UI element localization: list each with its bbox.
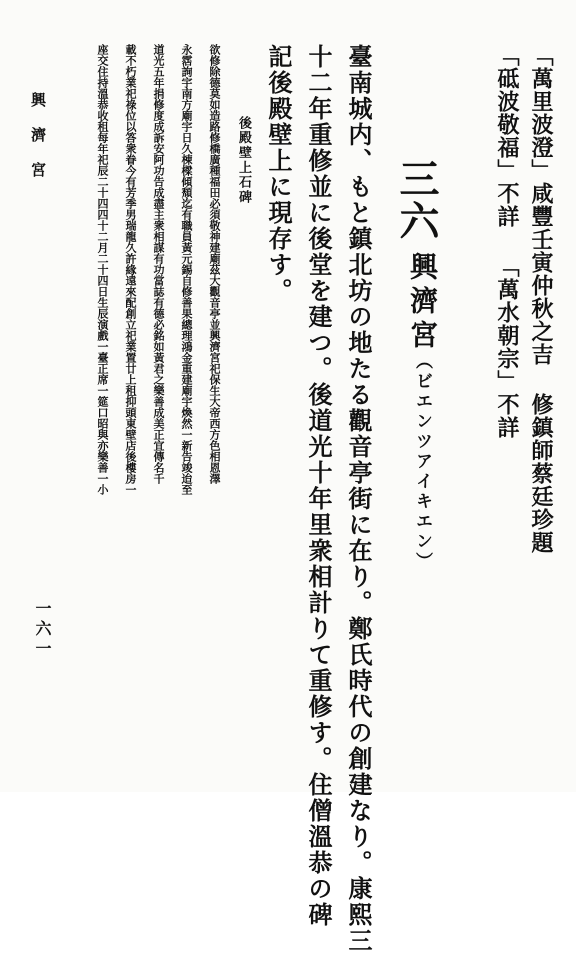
inscription-line-1: 欲修除德莫如造路修橋廣種福田必須敬神建廟茲大觀音亭並興濟宮祀保生大帝西方色相恩澤 <box>208 44 221 484</box>
running-head: 興濟宮 <box>29 92 47 197</box>
inscription-line-3: 道光五年捐修度成訴安阿功告成盡主衆相謀有功當誌有德必銘如黃君之樂善成美正宜傳名千 <box>152 44 165 484</box>
quote-line-2: 「砥波敬福」不詳 「萬水朝宗」不詳 <box>494 44 520 439</box>
body-line-3: 記後殿壁上に現存す。 <box>264 44 293 304</box>
inscription-title: 後殿壁上石碑 <box>236 116 251 205</box>
section-reading: （ビエンツアイキエン） <box>412 352 432 572</box>
body-line-1: 臺南城内、もと鎮北坊の地たる觀音亭街に在り。鄭氏時代の創建なり。康熙三 <box>344 44 373 954</box>
inscription-line-4: 載不朽業祀祿位以答衆眷今有芳季男瑞龍久許緣遠來配創立祀業置廿上租抑頭東壁店後樓房一 <box>124 44 137 495</box>
section-number: 三六 <box>393 158 440 242</box>
quote-line-1: 「萬里波澄」咸豐壬寅仲秋之吉 修鎮師蔡廷珍題 <box>528 44 554 554</box>
inscription-line-2: 永霑詢宇南方廟宇日久棟樑傾頹迄有職員黃元錫自修善果總理鴻金重建廟宇煥然一新告竣迨至 <box>180 44 193 495</box>
page-number: 一六一 <box>33 600 52 660</box>
body-line-2: 十二年重修並に後堂を建つ。後道光十年里衆相計りて重修す。住僧溫恭の碑 <box>304 44 333 928</box>
section-title: 興濟宮 <box>406 252 439 354</box>
inscription-line-5: 座交住持溫恭收租每年祀辰二十四四十二月二十四日生辰演戲一臺正席一筵口昭與亦樂善一小 <box>96 44 109 495</box>
